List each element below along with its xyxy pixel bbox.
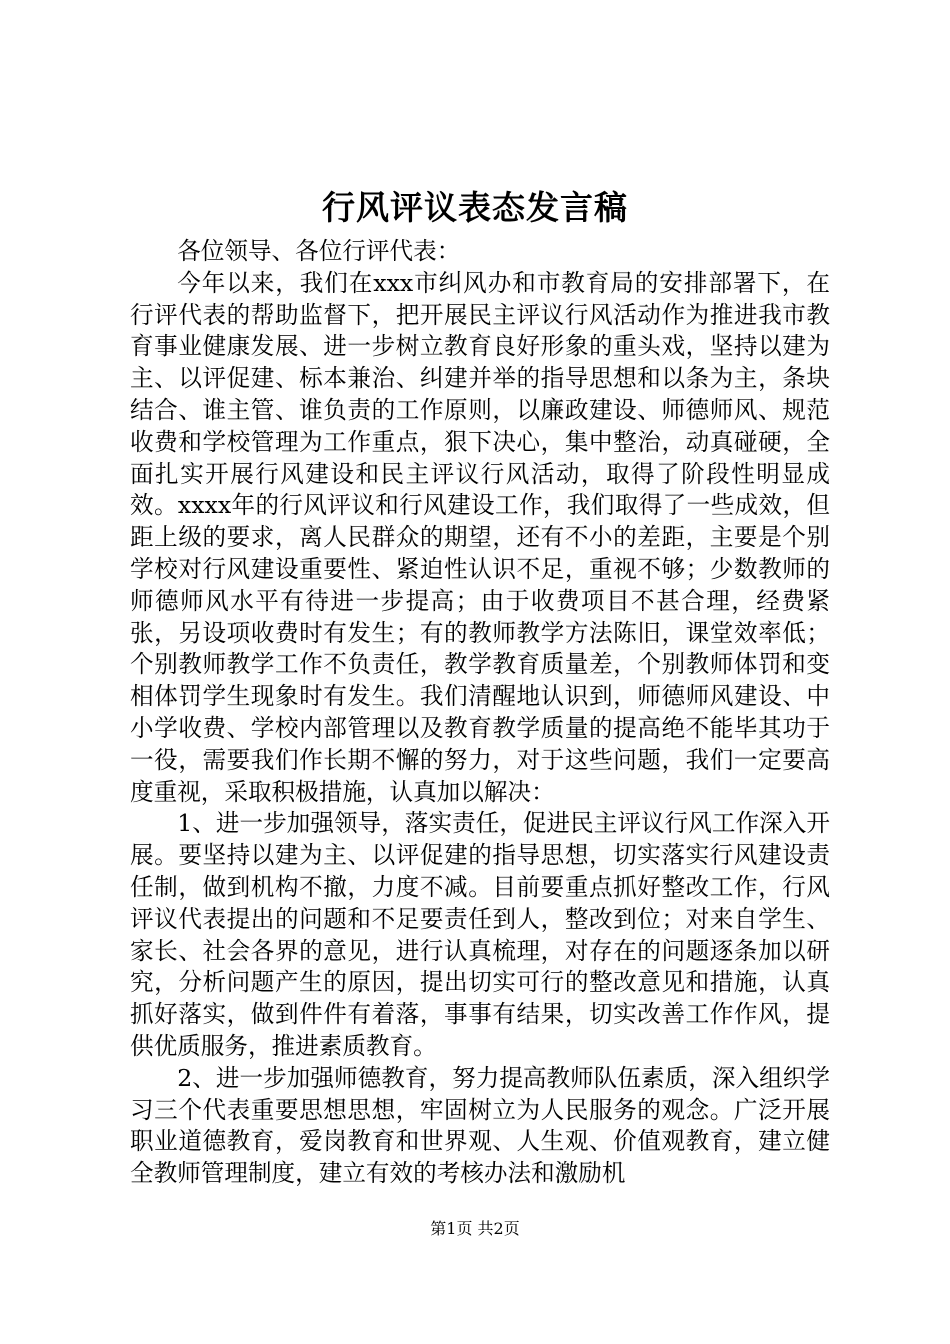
salutation: 各位领导、各位行评代表： <box>177 237 461 265</box>
paragraph-intro: 今年以来，我们在xxx市纠风办和市教育局的安排部署下，在行评代表的帮助监督下，把开展民主评议行风活动作为推进我市教育事业健康发展、进一步树立教育良好形象的重头戏，坚持以建为主、以评促建、标本兼治、纠建并举的指导思想和以条为主，条块结合、谁主管、谁负责的工作原则，以廉政建设、师德师风、规范收费和学校管理为工作重点，狠下决心，集中整治，动真碰硬，全面扎实开展行风建设和民主评议行风活动，取得了阶段性明显成效。xxxx年的行风评议和行风建设工作，我们取得了一些成效，但距上级的要求，离人民群众的期望，还有不小的差距，主要是个别学校对行风建设重要性、紧迫性认识不足，重视不够；少数教师的师德师风水平有待进一步提高；由于收费项目不甚合理，经费紧张，另设项收费时有发生；有的教师教学方法陈旧，课堂效率低；个别教师教学工作不负责任，教学教育质量差，个别教师体罚和变相体罚学生现象时有发生。我们清醒地认识到，师德师风建设、中小学收费、学校内部管理以及教育教学质量的提高绝不能毕其功于一役，需要我们作长期不懈的努力，对于这些问题，我们一定要高度重视，采取积极措施，认真加以解决： <box>130 268 830 806</box>
page-number-footer: 第1页 共2页 <box>430 1219 520 1238</box>
document-body <box>130 236 830 1190</box>
document-title: 行风评议表态发言稿 <box>322 188 628 227</box>
paragraph-point-1: 1、进一步加强领导，落实责任，促进民主评议行风工作深入开展。要坚持以建为主、以评促建的指导思想，切实落实行风建设责任制，做到机构不撤，力度不减。目前要重点抓好整改工作，行风评议代表提出的问题和不足要责任到人，整改到位；对来自学生、家长、社会各界的意见，进行认真梳理，对存在的问题逐条加以研究，分析问题产生的原因，提出切实可行的整改意见和措施，认真抓好落实，做到件件有着落，事事有结果，切实改善工作作风，提供优质服务，推进素质教育。 <box>130 809 830 1060</box>
paragraph-point-2: 2、进一步加强师德教育，努力提高教师队伍素质，深入组织学习三个代表重要思想思想，牢固树立为人民服务的观念。广泛开展职业道德教育，爱岗教育和世界观、人生观、价值观教育，建立健全教师管理制度，建立有效的考核办法和激励机 <box>130 1063 830 1188</box>
